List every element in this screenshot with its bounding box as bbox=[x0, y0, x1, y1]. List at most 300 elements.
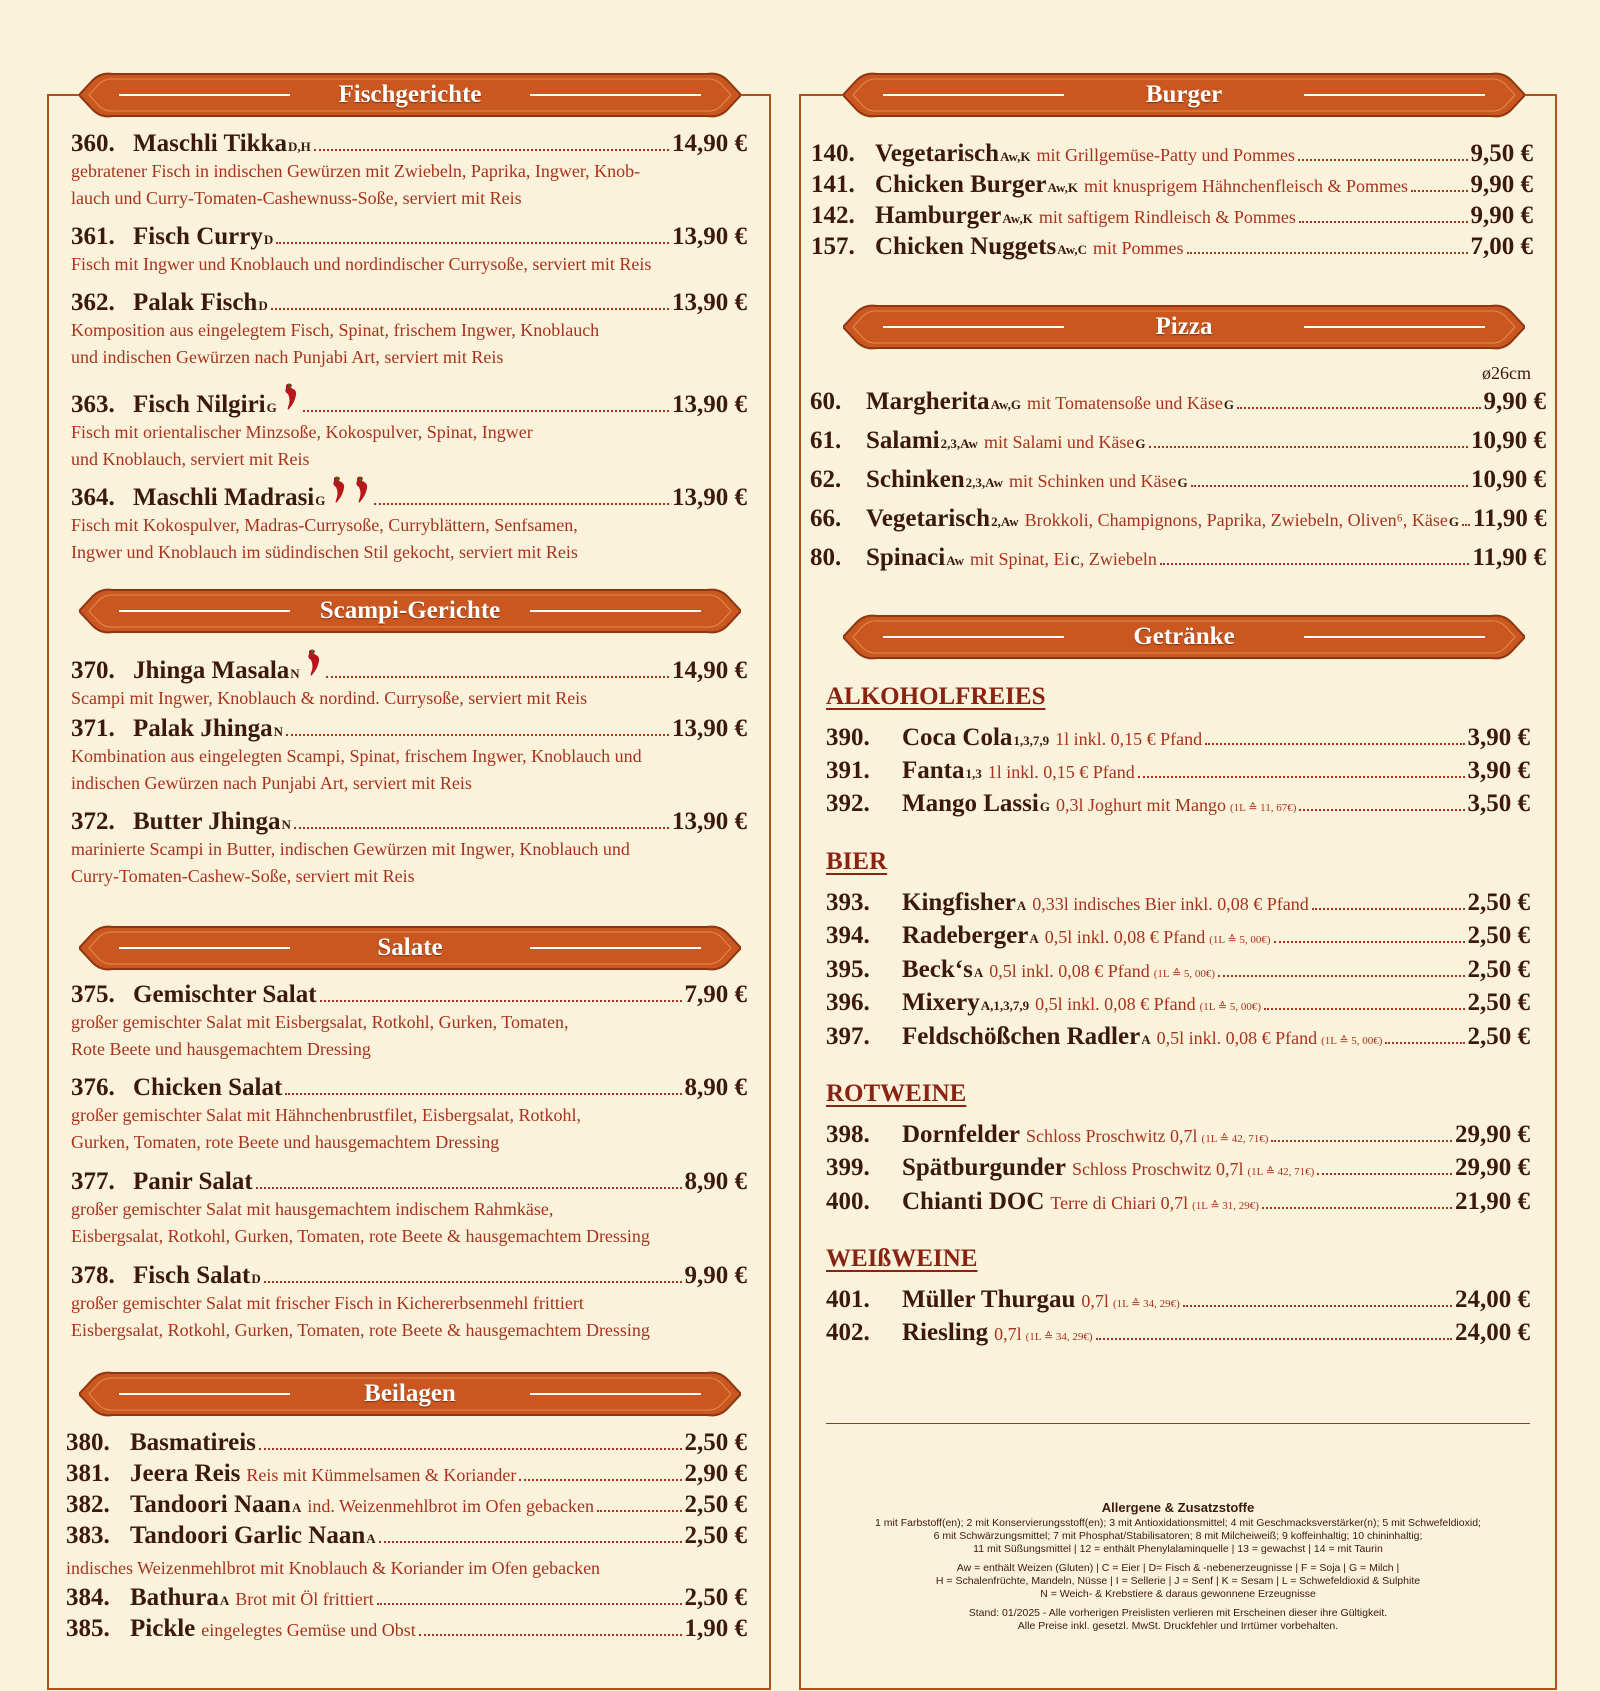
allergen-line: H = Schalenfrüchte, Mandeln, Nüsse | I = Sellerie | J = Senf | K = Sesam | L = Schwefeldioxid & Sulphite bbox=[935, 1575, 1421, 1587]
section-banner-beilagen bbox=[79, 1369, 741, 1419]
dot-leader bbox=[271, 308, 669, 310]
item-description: großer gemischter Salat mit hausgemachtem indischem Rahmkäse, bbox=[71, 1199, 554, 1219]
item-number: 142. bbox=[811, 202, 855, 229]
drinks-category-heading: WEIßWEINE bbox=[826, 1245, 978, 1272]
item-detail: 0,3l Joghurt mit Mango bbox=[1055, 795, 1226, 815]
menu-item bbox=[810, 544, 1546, 572]
item-name: Tandoori Garlic Naan bbox=[130, 1522, 366, 1549]
item-description: indischen Gewürzen nach Punjabi Art, serviert mit Reis bbox=[71, 773, 472, 793]
section-banner-burger-title: Burger bbox=[1145, 81, 1223, 108]
menu-item bbox=[826, 1154, 1530, 1182]
menu-item-row: 140. Vegetarisch Aw,K mit Grillgemüse-Patty und Pommes 9,50 € bbox=[811, 140, 1533, 167]
item-name: Feldschößchen Radler bbox=[902, 1023, 1141, 1050]
menu-item bbox=[66, 1615, 747, 1643]
item-name: Chicken Burger bbox=[875, 171, 1047, 198]
item-price: 13,90 € bbox=[672, 391, 747, 418]
item-price: 2,50 € bbox=[684, 1429, 747, 1456]
menu-item-row: 390. Coca Cola 1,3,7,9 1l inkl. 0,15 € Pfand 3,90 € bbox=[826, 724, 1530, 751]
dot-leader bbox=[276, 242, 669, 244]
dot-leader bbox=[597, 1510, 682, 1512]
menu-item-row: 395. Beck‘s A 0,5l inkl. 0,08 € Pfand (1L ≙ 5, 00€) 2,50 € bbox=[826, 956, 1530, 983]
item-name: Radeberger bbox=[902, 922, 1029, 949]
item-number: 360. bbox=[71, 130, 115, 157]
item-name: Riesling bbox=[902, 1319, 989, 1346]
item-name: Vegetarisch bbox=[875, 140, 1000, 167]
item-detail: Reis mit Kümmelsamen & Koriander bbox=[246, 1465, 517, 1485]
allergen-line: 1 mit Farbstoff(en); 2 mit Konservierungsstoff(en); 3 mit Antioxidationsmittel; 4 mit Geschmacksverstärker(n); 5 mit Schwefeldioxid; bbox=[875, 1517, 1481, 1529]
menu-item-row: 142. Hamburger Aw,K mit saftigem Rindleisch & Pommes 9,90 € bbox=[811, 202, 1533, 229]
item-name: Fisch Nilgiri bbox=[133, 391, 266, 418]
item-price: 1,90 € bbox=[684, 1615, 747, 1642]
dot-leader bbox=[1298, 159, 1467, 161]
item-detail: mit Pommes bbox=[1093, 238, 1184, 258]
unit-price: (1L ≙ 5, 00€) bbox=[1209, 934, 1271, 946]
menu-item bbox=[71, 223, 747, 278]
item-description: und indischen Gewürzen nach Punjabi Art, serviert mit Reis bbox=[71, 347, 504, 367]
item-number: 80. bbox=[810, 544, 842, 571]
item-detail: mit Tomatensoße und Käse bbox=[1027, 393, 1223, 413]
item-description: Eisbergsalat, Rotkohl, Gurken, Tomaten, rote Beete & hausgemachtem Dressing bbox=[71, 1226, 650, 1246]
unit-price: (1L ≙ 42, 71€) bbox=[1247, 1166, 1315, 1178]
menu-item bbox=[71, 1168, 747, 1250]
menu-item bbox=[71, 808, 747, 890]
item-description: indisches Weizenmehlbrot mit Knoblauch & Koriander im Ofen gebacken bbox=[66, 1558, 601, 1578]
menu-item-row: 61. Salami 2,3,Aw mit Salami und Käse G 10,90 € bbox=[810, 427, 1546, 454]
item-number: 397. bbox=[826, 1023, 870, 1050]
item-name: Mango Lassi bbox=[902, 790, 1039, 817]
item-price: 7,90 € bbox=[684, 981, 747, 1008]
dot-leader bbox=[1312, 908, 1465, 910]
dot-leader bbox=[286, 734, 669, 736]
item-name: Butter Jhinga bbox=[133, 808, 281, 835]
chili-pepper-icon bbox=[349, 475, 371, 505]
item-name: Chicken Nuggets bbox=[875, 233, 1057, 260]
item-number: 61. bbox=[810, 427, 842, 454]
item-number: 363. bbox=[71, 391, 115, 418]
item-name: Fisch Curry bbox=[133, 223, 263, 250]
menu-item bbox=[71, 1262, 747, 1344]
dot-leader bbox=[256, 1187, 682, 1189]
item-detail: 0,7l bbox=[1081, 1291, 1109, 1311]
menu-item bbox=[826, 889, 1530, 917]
item-price: 14,90 € bbox=[672, 657, 747, 684]
chili-pepper-icon bbox=[278, 382, 300, 412]
item-price: 2,50 € bbox=[684, 1584, 747, 1611]
item-detail: eingelegtes Gemüse und Obst bbox=[201, 1620, 416, 1640]
menu-item-row bbox=[71, 1168, 747, 1196]
item-price: 2,50 € bbox=[684, 1491, 747, 1518]
item-detail: , Zwiebeln bbox=[1079, 549, 1157, 569]
dot-leader bbox=[1271, 1140, 1452, 1142]
item-number: 384. bbox=[66, 1584, 110, 1611]
item-detail: mit Grillgemüse-Patty und Pommes bbox=[1036, 145, 1296, 165]
item-price: 7,00 € bbox=[1470, 233, 1533, 260]
menu-item-row: 80. Spinaci Aw mit Spinat, Ei C , Zwiebeln 11,90 € bbox=[810, 544, 1546, 571]
dot-leader bbox=[1096, 1338, 1453, 1340]
item-description: Curry-Tomaten-Cashew-Soße, serviert mit Reis bbox=[71, 866, 415, 886]
menu-item-row bbox=[66, 1615, 747, 1643]
allergen-line: Aw = enthält Weizen (Gluten) | C = Eier | D= Fisch & -nebenerzeugnisse | F = Soja | G = Milch | bbox=[956, 1562, 1400, 1574]
item-number: 372. bbox=[71, 808, 115, 835]
item-name: Panir Salat bbox=[133, 1168, 253, 1195]
item-detail: Schloss Proschwitz 0,7l bbox=[1026, 1126, 1198, 1146]
item-name: Mixery bbox=[902, 989, 980, 1016]
item-description: Fisch mit Ingwer und Knoblauch und nordindischer Currysoße, serviert mit Reis bbox=[71, 254, 652, 274]
item-number: 390. bbox=[826, 724, 870, 751]
dot-leader bbox=[1264, 1008, 1465, 1010]
pizza-size: ø26cm bbox=[1482, 363, 1531, 383]
menu-item-row bbox=[826, 1154, 1530, 1182]
dot-leader bbox=[303, 410, 669, 412]
dot-leader bbox=[294, 827, 669, 829]
chili-pepper-icon bbox=[326, 475, 348, 505]
menu-item bbox=[71, 289, 747, 371]
menu-item bbox=[71, 715, 747, 797]
item-detail: mit Spinat, Ei bbox=[970, 549, 1070, 569]
item-number: 364. bbox=[71, 484, 115, 511]
dot-leader bbox=[1317, 1173, 1452, 1175]
item-price: 13,90 € bbox=[672, 808, 747, 835]
item-price: 9,90 € bbox=[1470, 202, 1533, 229]
item-number: 382. bbox=[66, 1491, 110, 1518]
item-number: 399. bbox=[826, 1154, 870, 1181]
item-detail: 0,33l indisches Bier inkl. 0,08 € Pfand bbox=[1032, 894, 1309, 914]
item-detail: mit Schinken und Käse bbox=[1008, 471, 1177, 491]
item-number: 362. bbox=[71, 289, 115, 316]
menu-item-row: 397. Feldschößchen Radler A 0,5l inkl. 0,08 € Pfand (1L ≙ 5, 00€) 2,50 € bbox=[826, 1023, 1530, 1050]
item-name: Gemischter Salat bbox=[133, 981, 317, 1008]
dot-leader bbox=[264, 1281, 682, 1283]
item-number: 378. bbox=[71, 1262, 115, 1289]
item-name: Jhinga Masala bbox=[133, 657, 290, 684]
menu-item bbox=[811, 202, 1533, 230]
unit-price: (1L ≙ 5, 00€) bbox=[1321, 1035, 1383, 1047]
chili-pepper-icon bbox=[301, 648, 323, 678]
dot-leader bbox=[1274, 941, 1465, 943]
item-description: Scampi mit Ingwer, Knoblauch & nordind. Currysoße, serviert mit Reis bbox=[71, 688, 588, 708]
item-description: großer gemischter Salat mit Eisbergsalat, Rotkohl, Gurken, Tomaten, bbox=[71, 1012, 569, 1032]
item-description: Gurken, Tomaten, rote Beete und hausgemachtem Dressing bbox=[71, 1132, 500, 1152]
unit-price: (1L ≙ 11, 67€) bbox=[1229, 802, 1297, 814]
menu-item bbox=[810, 466, 1546, 494]
dot-leader bbox=[1299, 221, 1468, 223]
section-banner-pizza bbox=[843, 302, 1525, 352]
item-number: 376. bbox=[71, 1074, 115, 1101]
dot-leader bbox=[1385, 1042, 1464, 1044]
item-price: 2,50 € bbox=[1467, 922, 1530, 949]
item-detail: mit saftigem Rindleisch & Pommes bbox=[1038, 207, 1296, 227]
item-number: 394. bbox=[826, 922, 870, 949]
item-name: Basmatireis bbox=[130, 1429, 256, 1456]
item-number: 395. bbox=[826, 956, 870, 983]
item-number: 400. bbox=[826, 1188, 870, 1215]
menu-item-row: 362. Palak Fisch D 13,90 € bbox=[71, 289, 747, 316]
item-description: Komposition aus eingelegtem Fisch, Spinat, frischem Ingwer, Knoblauch bbox=[71, 320, 600, 340]
menu-item bbox=[826, 1319, 1530, 1347]
item-price: 3,90 € bbox=[1467, 724, 1530, 751]
unit-price: (1L ≙ 5, 00€) bbox=[1153, 968, 1216, 980]
item-name: Schinken bbox=[866, 466, 965, 493]
item-price: 11,90 € bbox=[1472, 544, 1546, 571]
item-price: 9,90 € bbox=[684, 1262, 747, 1289]
item-number: 398. bbox=[826, 1121, 870, 1148]
item-number: 402. bbox=[826, 1319, 870, 1346]
dot-leader bbox=[419, 1634, 682, 1636]
dot-leader bbox=[1411, 190, 1468, 192]
menu-item bbox=[826, 724, 1530, 752]
menu-item-row: 66. Vegetarisch 2,Aw Brokkoli, Champignons, Paprika, Zwiebeln, Oliven⁶, Käse G 11,90 € bbox=[810, 505, 1547, 532]
item-number: 62. bbox=[810, 466, 842, 493]
drinks-category-heading: ROTWEINE bbox=[826, 1080, 967, 1107]
allergen-line: 6 mit Schwärzungsmittel; 7 mit Phosphat/Stabilisatoren; 8 mit Milcheiweiß; 9 koffeinhaltig; 10 chininhaltig; bbox=[933, 1530, 1423, 1542]
menu-item bbox=[826, 1121, 1530, 1149]
menu-item bbox=[826, 989, 1530, 1017]
item-price: 24,00 € bbox=[1455, 1319, 1530, 1346]
dot-leader bbox=[519, 1479, 681, 1481]
menu-item-row bbox=[71, 1074, 747, 1102]
item-name: Palak Fisch bbox=[133, 289, 258, 316]
menu-item bbox=[826, 1188, 1530, 1216]
item-price: 9,50 € bbox=[1470, 140, 1533, 167]
dot-leader bbox=[285, 1093, 681, 1095]
item-name: Spätburgunder bbox=[902, 1154, 1066, 1181]
item-number: 157. bbox=[811, 233, 855, 260]
item-price: 13,90 € bbox=[672, 715, 747, 742]
dot-leader bbox=[1299, 809, 1464, 811]
item-number: 380. bbox=[66, 1429, 110, 1456]
item-name: Pickle bbox=[130, 1615, 196, 1642]
item-number: 381. bbox=[66, 1460, 110, 1487]
item-description: Kombination aus eingelegten Scampi, Spinat, frischem Ingwer, Knoblauch und bbox=[71, 746, 642, 766]
menu-item-row: 372. Butter Jhinga N 13,90 € bbox=[71, 808, 747, 835]
item-price: 10,90 € bbox=[1471, 427, 1546, 454]
item-number: 377. bbox=[71, 1168, 115, 1195]
menu-item bbox=[811, 171, 1533, 199]
menu-item-row bbox=[66, 1429, 747, 1457]
item-name: Bathura bbox=[130, 1584, 219, 1611]
dot-leader bbox=[1183, 1305, 1452, 1307]
dot-leader bbox=[314, 149, 669, 151]
item-price: 2,90 € bbox=[684, 1460, 747, 1487]
item-detail: 1l inkl. 0,15 € Pfand bbox=[1055, 729, 1203, 749]
item-number: 370. bbox=[71, 657, 115, 684]
menu-item bbox=[826, 922, 1530, 950]
menu-item bbox=[71, 382, 747, 473]
item-description: großer gemischter Salat mit Hähnchenbrustfilet, Eisbergsalat, Rotkohl, bbox=[71, 1105, 582, 1125]
menu-item bbox=[826, 757, 1530, 785]
item-price: 13,90 € bbox=[672, 223, 747, 250]
item-price: 2,50 € bbox=[1467, 956, 1530, 983]
item-number: 385. bbox=[66, 1615, 110, 1642]
dot-leader bbox=[326, 676, 669, 678]
item-name: Tandoori Naan bbox=[130, 1491, 291, 1518]
item-name: Jeera Reis bbox=[130, 1460, 241, 1487]
section-banner-getraenke-title: Getränke bbox=[1133, 623, 1235, 650]
item-name: Maschli Madrasi bbox=[133, 484, 315, 511]
menu-item-row: 60. Margherita Aw,G mit Tomatensoße und Käse G 9,90 € bbox=[810, 388, 1546, 415]
item-detail: mit Salami und Käse bbox=[983, 432, 1135, 452]
menu-item-row bbox=[71, 981, 747, 1009]
item-price: 29,90 € bbox=[1455, 1154, 1530, 1181]
menu-item bbox=[66, 1584, 747, 1612]
item-number: 361. bbox=[71, 223, 115, 250]
allergen-line: 11 mit Süßungsmittel | 12 = enthält Phenylalaminquelle | 13 = gewachst | 14 = mit Taurin bbox=[973, 1543, 1383, 1555]
dot-leader bbox=[1187, 252, 1468, 254]
menu-item-row: 384. Bathura A Brot mit Öl frittiert 2,50 € bbox=[66, 1584, 747, 1611]
item-name: Chianti DOC bbox=[902, 1188, 1045, 1215]
item-description: Fisch mit Kokospulver, Madras-Currysoße, Curryblättern, Senfsamen, bbox=[71, 515, 578, 535]
allergen-title: Allergene & Zusatzstoffe bbox=[1101, 1500, 1255, 1515]
dot-leader bbox=[320, 1000, 682, 1002]
item-number: 60. bbox=[810, 388, 842, 415]
menu-item-row bbox=[826, 1121, 1530, 1149]
item-price: 2,50 € bbox=[684, 1522, 747, 1549]
item-description: Fisch mit orientalischer Minzsoße, Kokospulver, Spinat, Ingwer bbox=[71, 422, 533, 442]
item-name: Müller Thurgau bbox=[902, 1286, 1076, 1313]
item-number: 375. bbox=[71, 981, 115, 1008]
menu-item bbox=[826, 790, 1530, 818]
item-price: 8,90 € bbox=[684, 1074, 747, 1101]
drinks-category-heading: BIER bbox=[826, 848, 888, 875]
item-price: 2,50 € bbox=[1467, 889, 1530, 916]
section-banner-salate bbox=[79, 923, 741, 973]
item-name: Maschli Tikka bbox=[133, 130, 287, 157]
section-banner-pizza-title: Pizza bbox=[1155, 313, 1213, 340]
item-description: großer gemischter Salat mit frischer Fisch in Kichererbsenmehl frittiert bbox=[71, 1293, 584, 1313]
item-description: Rote Beete und hausgemachtem Dressing bbox=[71, 1039, 371, 1059]
menu-item bbox=[826, 956, 1530, 984]
item-price: 9,90 € bbox=[1483, 388, 1546, 415]
item-price: 8,90 € bbox=[684, 1168, 747, 1195]
item-price: 13,90 € bbox=[672, 484, 747, 511]
menu-item-row: 141. Chicken Burger Aw,K mit knusprigem Hähnchenfleisch & Pommes 9,90 € bbox=[811, 171, 1533, 198]
item-price: 10,90 € bbox=[1471, 466, 1546, 493]
section-banner-getraenke bbox=[843, 612, 1525, 662]
dot-leader bbox=[1262, 1207, 1452, 1209]
item-price: 21,90 € bbox=[1455, 1188, 1530, 1215]
item-price: 11,90 € bbox=[1472, 505, 1547, 532]
item-detail: ind. Weizenmehlbrot im Ofen gebacken bbox=[307, 1496, 594, 1516]
menu-item-row: 394. Radeberger A 0,5l inkl. 0,08 € Pfand (1L ≙ 5, 00€) 2,50 € bbox=[826, 922, 1530, 949]
menu-item bbox=[810, 388, 1546, 416]
menu-item bbox=[826, 1286, 1530, 1314]
menu-item bbox=[66, 1522, 747, 1550]
drinks-category-heading: ALKOHOLFREIES bbox=[826, 683, 1046, 710]
item-number: 396. bbox=[826, 989, 870, 1016]
item-detail: 0,5l inkl. 0,08 € Pfand bbox=[1035, 994, 1196, 1014]
item-name: Chicken Salat bbox=[133, 1074, 283, 1101]
menu-item bbox=[811, 233, 1533, 261]
section-banner-fischgerichte-title: Fischgerichte bbox=[338, 81, 482, 108]
item-name: Fanta bbox=[902, 757, 965, 784]
item-detail: Brokkoli, Champignons, Paprika, Zwiebeln, Oliven⁶, Käse bbox=[1024, 510, 1448, 530]
menu-item-row: 370. Jhinga Masala N 14,90 € bbox=[71, 648, 747, 685]
menu-item-row: 360. Maschli Tikka D,H 14,90 € bbox=[71, 130, 747, 157]
item-detail: 0,5l inkl. 0,08 € Pfand bbox=[1044, 927, 1206, 947]
item-price: 2,50 € bbox=[1467, 1023, 1530, 1050]
menu-item bbox=[71, 1074, 747, 1156]
dot-leader bbox=[1149, 446, 1468, 448]
item-number: 141. bbox=[811, 171, 855, 198]
menu-item-row: 378. Fisch Salat D 9,90 € bbox=[71, 1262, 747, 1289]
unit-price: (1L ≙ 34, 29€) bbox=[1112, 1298, 1180, 1310]
item-price: 3,50 € bbox=[1467, 790, 1530, 817]
menu-item-row: 157. Chicken Nuggets Aw,C mit Pommes 7,00 € bbox=[811, 233, 1533, 260]
item-detail: 0,5l inkl. 0,08 € Pfand bbox=[1156, 1028, 1318, 1048]
menu-item bbox=[71, 130, 747, 212]
section-banner-scampi-title: Scampi-Gerichte bbox=[319, 597, 501, 624]
item-detail: Terre di Chiari 0,7l bbox=[1050, 1193, 1189, 1213]
item-name: Hamburger bbox=[875, 202, 1002, 229]
dot-leader bbox=[1218, 975, 1464, 977]
item-number: 140. bbox=[811, 140, 855, 167]
menu-item-row: 383. Tandoori Garlic Naan A 2,50 € bbox=[66, 1522, 747, 1549]
dot-leader bbox=[374, 503, 669, 505]
item-name: Fisch Salat bbox=[133, 1262, 251, 1289]
section-banner-burger bbox=[843, 70, 1525, 120]
menu-item-row: 62. Schinken 2,3,Aw mit Schinken und Käse G 10,90 € bbox=[810, 466, 1546, 493]
item-price: 9,90 € bbox=[1470, 171, 1533, 198]
menu-item bbox=[826, 1023, 1530, 1051]
menu-item bbox=[71, 648, 747, 712]
dot-leader bbox=[377, 1603, 682, 1605]
menu-item-row bbox=[826, 1286, 1530, 1314]
item-price: 3,90 € bbox=[1467, 757, 1530, 784]
dot-leader bbox=[1462, 524, 1470, 526]
item-price: 13,90 € bbox=[672, 289, 747, 316]
menu-item bbox=[66, 1429, 747, 1457]
item-description: Eisbergsalat, Rotkohl, Gurken, Tomaten, rote Beete & hausgemachtem Dressing bbox=[71, 1320, 650, 1340]
item-name: Dornfelder bbox=[902, 1121, 1021, 1148]
menu-item bbox=[66, 1460, 747, 1488]
section-banner-fischgerichte bbox=[79, 70, 741, 120]
allergen-line: N = Weich- & Krebstiere & daraus gewonnene Erzeugnisse bbox=[1040, 1588, 1316, 1600]
item-detail: Brot mit Öl frittiert bbox=[235, 1589, 374, 1609]
item-number: 401. bbox=[826, 1286, 870, 1313]
menu-item bbox=[810, 505, 1546, 533]
menu-item bbox=[810, 427, 1546, 455]
divider bbox=[826, 1423, 1530, 1424]
item-name: Kingfisher bbox=[902, 889, 1016, 916]
unit-price: (1L ≙ 42, 71€) bbox=[1201, 1133, 1269, 1145]
menu-item bbox=[66, 1491, 747, 1519]
item-description: gebratener Fisch in indischen Gewürzen mit Zwiebeln, Paprika, Ingwer, Knob- bbox=[71, 161, 641, 181]
item-price: 29,90 € bbox=[1455, 1121, 1530, 1148]
dot-leader bbox=[259, 1448, 682, 1450]
item-name: Margherita bbox=[866, 388, 990, 415]
item-name: Beck‘s bbox=[902, 956, 973, 983]
allergen-legend bbox=[812, 1500, 1544, 1633]
dot-leader bbox=[1138, 776, 1465, 778]
stand-note: Stand: 01/2025 - Alle vorherigen Preislisten verlieren mit Erscheinen dieser ihre Gültigkeit. bbox=[968, 1607, 1388, 1619]
menu-item-row: 382. Tandoori Naan A ind. Weizenmehlbrot im Ofen gebacken 2,50 € bbox=[66, 1491, 747, 1518]
section-banner-salate-title: Salate bbox=[377, 934, 443, 961]
unit-price: (1L ≙ 34, 29€) bbox=[1025, 1331, 1093, 1343]
menu-item bbox=[71, 475, 747, 566]
item-description: und Knoblauch, serviert mit Reis bbox=[71, 449, 310, 469]
item-detail: 1l inkl. 0,15 € Pfand bbox=[987, 762, 1135, 782]
menu-item-row: 393. Kingfisher A 0,33l indisches Bier inkl. 0,08 € Pfand 2,50 € bbox=[826, 889, 1530, 916]
section-banner-beilagen-title: Beilagen bbox=[364, 1380, 456, 1407]
unit-price: (1L ≙ 5, 00€) bbox=[1199, 1001, 1261, 1013]
item-name: Coca Cola bbox=[902, 724, 1013, 751]
item-number: 393. bbox=[826, 889, 870, 916]
item-name: Palak Jhinga bbox=[133, 715, 273, 742]
item-number: 66. bbox=[810, 505, 842, 532]
stand-note: Alle Preise inkl. gesetzl. MwSt. Druckfehler und Irrtümer vorbehalten. bbox=[1017, 1620, 1339, 1632]
dot-leader bbox=[1237, 407, 1480, 409]
menu-item bbox=[71, 981, 747, 1063]
